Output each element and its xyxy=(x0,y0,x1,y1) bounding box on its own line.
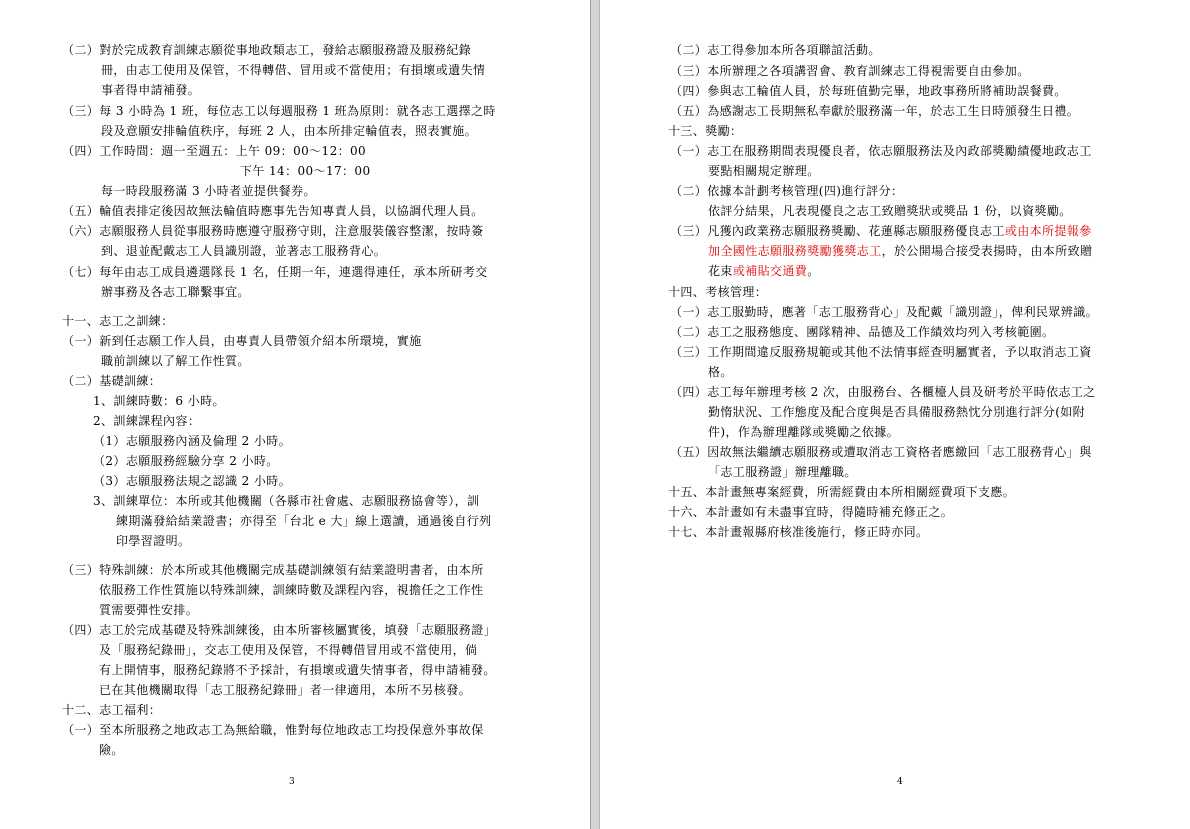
text-segment: （三）凡獲內政業務志願服務獎勵、花蓮縣志願服務優良志工 xyxy=(670,224,1005,238)
text-line: （三）本所辦理之各項講習會、教育訓練志工得視需要自由參加。 xyxy=(670,64,1030,78)
text-line: 格。 xyxy=(708,365,733,379)
text-line: 已在其他機關取得「志工服務紀錄冊」者一律適用，本所不另核發。 xyxy=(99,683,472,697)
section-heading: 十六、本計畫如有未盡事宜時，得隨時補充修正之。 xyxy=(668,505,954,519)
highlighted-text: 或由本所提報參 xyxy=(1004,224,1092,238)
text-line: 「志工服務證」辦理離職。 xyxy=(708,465,857,479)
text-line: （七）每年由志工成員遴選隊長 1 名，任期一年，連選得連任，承本所研考交 xyxy=(62,265,488,279)
text-line: （四）志工於完成基礎及特殊訓練後，由本所審核屬實後，填發「志願服務證」 xyxy=(62,623,497,637)
text-line: （3）志願服務法規之認識 2 小時。 xyxy=(93,474,292,488)
text-line: 1、訓練時數：6 小時。 xyxy=(93,394,225,408)
section-heading: 十二、志工福利： xyxy=(62,703,162,717)
document-page-right xyxy=(600,0,1190,829)
text-line: （三）每 3 小時為 1 班，每位志工以每週服務 1 班為原則：就各志工選擇之時 xyxy=(62,104,496,118)
text-line: 印學習證明。 xyxy=(116,534,191,548)
text-line: （五）輪值表排定後因故無法輪值時應事先告知專責人員，以協調代理人員。 xyxy=(62,204,484,218)
text-line: （二）志工得參加本所各項聯誼活動。 xyxy=(670,43,881,57)
section-heading: 十五、本計畫無專案經費，所需經費由本所相關經費項下支應。 xyxy=(668,485,1016,499)
text-line xyxy=(708,241,1092,261)
page-number: 4 xyxy=(897,777,903,787)
document-page-left xyxy=(0,0,590,829)
text-line: （2）志願服務經驗分享 2 小時。 xyxy=(93,454,279,468)
text-line: （五）為感謝志工長期無私奉獻於服務滿一年，於志工生日時頒發生日禮。 xyxy=(670,104,1080,118)
text-line: 練期滿發給結業證書；亦得至「台北 e 大」線上選讀，通過後自行列 xyxy=(116,514,492,528)
text-line: 有上開情事，服務紀錄將不予採計，有損壞或遺失情事者，得申請補發。 xyxy=(99,663,496,677)
text-line: （三）工作期間違反服務規範或其他不法情事經查明屬實者，予以取消志工資 xyxy=(670,345,1092,359)
text-line: 下午 14：00～17：00 xyxy=(240,164,371,178)
text-segment: ，於公開場合接受表揚時，由本所致贈 xyxy=(881,244,1093,258)
text-line: （一）志工服勤時，應著「志工服務背心」及配戴「識別證」，俾利民眾辨識。 xyxy=(670,305,1099,319)
text-segment: 花束 xyxy=(708,264,733,278)
text-line: 每一時段服務滿 3 小時者並提供餐券。 xyxy=(101,184,316,198)
text-line: 件)，作為辦理離隊或獎勵之依據。 xyxy=(708,425,900,439)
text-line: （一）新到任志願工作人員，由專責人員帶領介紹本所環境，實施 xyxy=(62,334,422,348)
page-number: 3 xyxy=(289,777,295,787)
text-segment: 。 xyxy=(807,264,820,278)
text-line: 及「服務紀錄冊」，交志工使用及保管，不得轉借冒用或不當使用，倘 xyxy=(99,643,478,657)
text-line: （六）志願服務人員從事服務時應遵守服務守則，注意服裝儀容整潔，按時簽 xyxy=(62,224,484,238)
text-line: 2、訓練課程內容： xyxy=(93,414,201,428)
text-line: （1）志願服務內涵及倫理 2 小時。 xyxy=(93,434,292,448)
text-line: （一）至本所服務之地政志工為無給職，惟對每位地政志工均投保意外事故保 xyxy=(62,723,484,737)
text-line: （二）對於完成教育訓練志願從事地政類志工，發給志願服務證及服務紀錄 xyxy=(62,43,472,57)
text-line: （二）基礎訓練： xyxy=(62,374,162,388)
highlighted-text: 或補貼交通費 xyxy=(732,264,808,278)
section-heading: 十一、志工之訓練： xyxy=(62,314,174,328)
text-line: 險。 xyxy=(99,743,124,757)
text-line: （一）志工在服務期間表現優良者，依志願服務法及內政部獎勵績優地政志工 xyxy=(670,144,1092,158)
text-line: （四）參與志工輪值人員，於每班值勤完畢，地政事務所將補助誤餐費。 xyxy=(670,84,1067,98)
section-heading: 十三、獎勵： xyxy=(668,124,743,138)
text-line: 3、訓練單位：本所或其他機關（各縣市社會處、志願服務協會等），訓 xyxy=(93,494,480,508)
text-line: 職前訓練以了解工作性質。 xyxy=(101,354,250,368)
text-line: 勤惰狀況、工作態度及配合度與是否具備服務熱忱分別進行評分(如附 xyxy=(708,405,1086,419)
text-line: （四）工作時間：週一至週五：上午 09：00～12：00 xyxy=(62,144,367,158)
text-line: 段及意願安排輪值秩序，每班 2 人，由本所排定輪值表，照表實施。 xyxy=(101,124,478,138)
text-line: 冊，由志工使用及保管，不得轉借、冒用或不當使用；有損壞或遺失情 xyxy=(101,63,486,77)
text-line: 質需要彈性安排。 xyxy=(99,603,199,617)
text-line: 事者得申請補發。 xyxy=(101,83,201,97)
text-line: 到、退並配戴志工人員識別證，並著志工服務背心。 xyxy=(101,244,387,258)
text-line: 依評分結果，凡表現優良之志工致贈獎狀或獎品 1 份，以資獎勵。 xyxy=(708,204,1072,218)
text-line: （五）因故無法繼續志願服務或遭取消志工資格者應繳回「志工服務背心」與 xyxy=(670,445,1092,459)
text-line: （二）依據本計劃考核管理(四)進行評分： xyxy=(670,184,904,198)
text-line: 要點相關規定辦理。 xyxy=(708,164,820,178)
section-heading: 十七、本計畫報縣府核准後施行，修正時亦同。 xyxy=(668,525,929,539)
text-line xyxy=(670,221,1092,241)
text-line: 辦事務及各志工聯繫事宜。 xyxy=(101,285,250,299)
text-line: （二）志工之服務態度、團隊精神、品德及工作績效均列入考核範圍。 xyxy=(670,325,1055,339)
section-heading: 十四、考核管理： xyxy=(668,285,768,299)
page-separator xyxy=(590,0,600,829)
text-line: （三）特殊訓練：於本所或其他機關完成基礎訓練領有結業證明書者，由本所 xyxy=(62,563,484,577)
text-line: 依服務工作性質施以特殊訓練，訓練時數及課程內容，視擔任之工作性 xyxy=(99,583,484,597)
text-line xyxy=(708,261,820,281)
highlighted-text: 加全國性志願服務獎勵獲獎志工 xyxy=(708,244,882,258)
text-line: （四）志工每年辦理考核 2 次，由服務台、各櫃檯人員及研考於平時依志工之 xyxy=(670,385,1096,399)
